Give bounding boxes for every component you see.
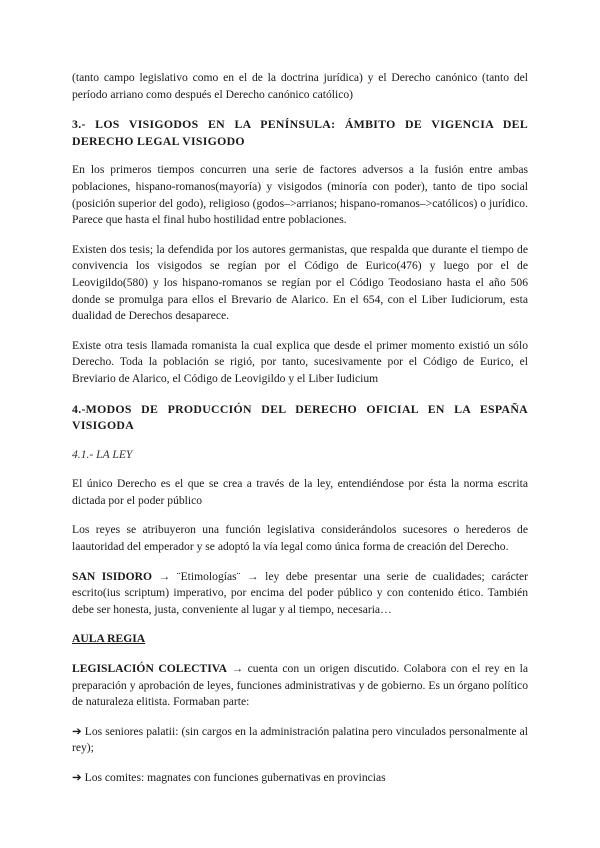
paragraph-san-isidoro bbox=[72, 569, 528, 619]
aula-regia-title: AULA REGIA bbox=[72, 632, 146, 646]
paragraph-tesis-romanista: Existe otra tesis llamada romanista la cual explica que desde el primer momento existió un sólo Derecho. Toda la población se rigió, por tanto, sucesivamente por el Código de Eurico, el Breviario de Alarico, el Código de Leovigildo y el Liber Iudicium bbox=[72, 338, 528, 385]
san-isidoro-text: → ¨Etimologías¨ → ley debe presentar una serie de cualidades; carácter escrito(ius scriptum) imperativo, por encima del poder público y con contenido ético. También debe ser honesta, justa, conveniente al lugar y al tiempo, necesaria… bbox=[72, 569, 528, 616]
paragraph-factores: En los primeros tiempos concurren una serie de factores adversos a la fusión entre ambas poblaciones, hispano-romanos(mayoría) y visigodos (minoría con poder), tanto de tipo social (posición superior del godo), religioso (godos–>arrianos; hispano-romanos–>católicos) o jurídico. Parece que hasta el final hubo hostilidad entre poblaciones. bbox=[72, 163, 528, 227]
paragraph-ley: El único Derecho es el que se crea a través de la ley, entendiéndose por ésta la norma escrita dictada por el poder público bbox=[72, 477, 528, 507]
legislacion-colectiva-label: LEGISLACIÓN COLECTIVA bbox=[72, 662, 228, 676]
subsection-heading-4-1: 4.1.- LA LEY bbox=[72, 447, 133, 461]
legislacion-colectiva-text: → cuenta con un origen discutido. Colabora con el rey en la preparación y aprobación de leyes, funciones administrativas y de gobierno. Es un órgano político de naturaleza elitista. Formaban parte: bbox=[72, 662, 528, 709]
bullet-comites: ➔ Los comites: magnates con funciones gubernativas en provincias bbox=[72, 771, 386, 784]
bullet-seniores-palatii: ➔ Los seniores palatii: (sin cargos en la administración palatina pero vinculados personalmente al rey); bbox=[72, 724, 528, 755]
paragraph-legislacion-colectiva bbox=[72, 661, 528, 711]
paragraph-reyes: Los reyes se atribuyeron una función legislativa considerándolos sucesores o herederos de laautoridad del emperador y se adoptó la vía legal como única forma de creación del Derecho. bbox=[72, 523, 528, 554]
san-isidoro-label: SAN ISIDORO bbox=[72, 569, 153, 583]
aula-regia-heading bbox=[72, 631, 528, 648]
paragraph-tesis-germanista: Existen dos tesis; la defendida por los autores germanistas, que respalda que durante el tiempo de convivencia los visigodos se regían por el Código de Eurico(476) y luego por el de Leovigildo(580) y los hispano-romanos se regían por el Código Teodosiano hasta el año 506 donde se promulga para ellos el Brevario de Alarico. En el 654, con el Liber Iudiciorum, esta dualidad de Derechos desaparece. bbox=[72, 242, 528, 323]
section-heading-3: 3.- LOS VISIGODOS EN LA PENÍNSULA: ÁMBITO DE VIGENCIA DEL DERECHO LEGAL VISIGODO bbox=[72, 117, 528, 148]
paragraph-continuation: (tanto campo legislativo como en el de la doctrina jurídica) y el Derecho canónico (tanto del período arriano como después el Derecho canónico católico) bbox=[72, 71, 528, 101]
section-heading-4: 4.-MODOS DE PRODUCCIÓN DEL DERECHO OFICIAL EN LA ESPAÑA VISIGODA bbox=[72, 401, 528, 433]
